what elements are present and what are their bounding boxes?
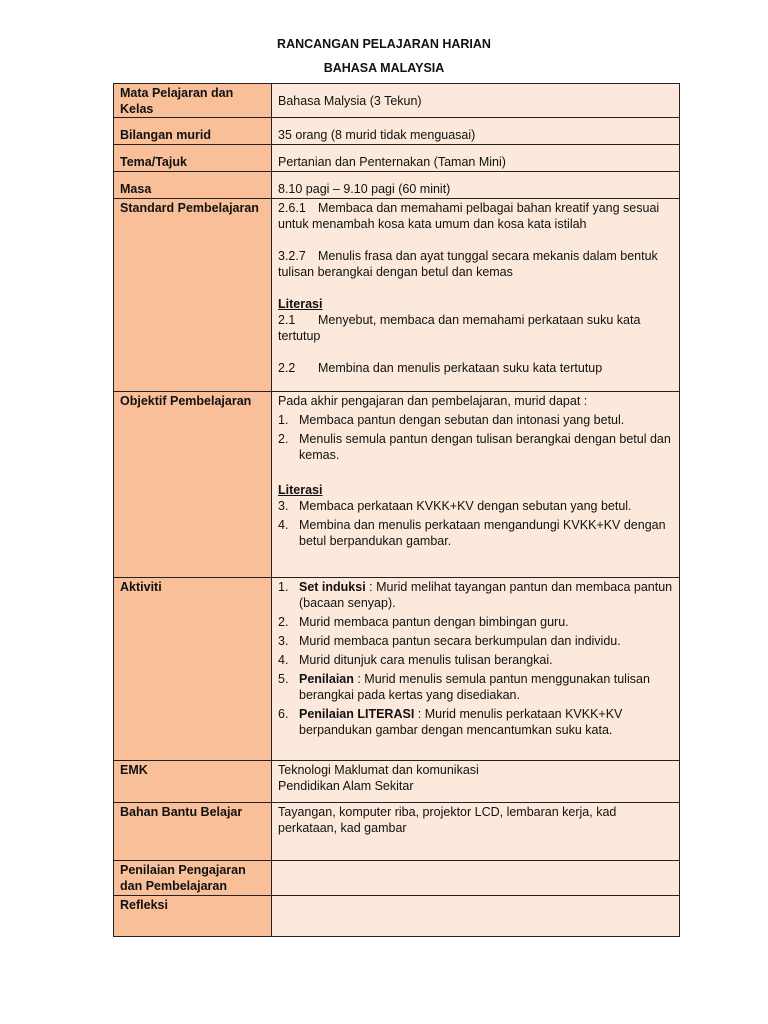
standard-item: 3.2.7 Menulis frasa dan ayat tunggal secara mekanis dalam bentuk tulisan berangkai dengan betul dan kemas [278, 249, 658, 279]
emk-line: Pendidikan Alam Sekitar [278, 779, 414, 793]
label-tema: Tema/Tajuk [114, 145, 272, 172]
value-emk [272, 761, 680, 803]
objektif-intro: Pada akhir pengajaran dan pembelajaran, murid dapat : [278, 394, 588, 408]
value-tema: Pertanian dan Penternakan (Taman Mini) [272, 145, 680, 172]
label-standard-pembelajaran: Standard Pembelajaran [114, 199, 272, 392]
label-penilaian: Penilaian Pengajaran dan Pembelajaran [114, 861, 272, 896]
value-refleksi [272, 896, 680, 937]
row-bilangan-murid [114, 118, 680, 145]
aktiviti-item: 5. Penilaian : Murid menulis semula pantun menggunakan tulisan berangkai pada kertas yang disediakan. [278, 672, 650, 702]
row-standard-pembelajaran [114, 199, 680, 392]
aktiviti-item: 1. Set induksi : Murid melihat tayangan pantun dan membaca pantun (bacaan senyap). [278, 580, 673, 610]
value-masa: 8.10 pagi – 9.10 pagi (60 minit) [272, 172, 680, 199]
row-masa [114, 172, 680, 199]
emk-line: Teknologi Maklumat dan komunikasi [278, 763, 479, 777]
objektif-literasi-item: 4. Membina dan menulis perkataan mengandungi KVKK+KV dengan betul berpandukan gambar. [278, 518, 666, 548]
value-aktiviti [272, 578, 680, 761]
row-aktiviti [114, 578, 680, 761]
standard-literasi-heading: Literasi [278, 297, 323, 311]
label-bilangan-murid: Bilangan murid [114, 118, 272, 145]
aktiviti-item: 2. Murid membaca pantun dengan bimbingan guru. [278, 615, 569, 629]
objektif-literasi-item: 3. Membaca perkataan KVKK+KV dengan sebutan yang betul. [278, 499, 632, 513]
label-emk: EMK [114, 761, 272, 803]
lesson-plan-table [113, 83, 680, 937]
label-objektif-pembelajaran: Objektif Pembelajaran [114, 392, 272, 578]
standard-item: 2.6.1 Membaca dan memahami pelbagai bahan kreatif yang sesuai untuk menambah kosa kata umum dan kosa kata istilah [278, 201, 660, 231]
value-bilangan-murid: 35 orang (8 murid tidak menguasai) [272, 118, 680, 145]
aktiviti-item: 6. Penilaian LITERASI : Murid menulis perkataan KVKK+KV berpandukan gambar dengan mencantumkan suku kata. [278, 707, 623, 737]
row-penilaian [114, 861, 680, 896]
label-mata-pelajaran: Mata Pelajaran dan Kelas [114, 84, 272, 118]
aktiviti-item: 4. Murid ditunjuk cara menulis tulisan berangkai. [278, 653, 553, 667]
objektif-item: 1. Membaca pantun dengan sebutan dan intonasi yang betul. [278, 413, 625, 427]
standard-literasi-item: 2.1 Menyebut, membaca dan memahami perkataan suku kata tertutup [278, 313, 641, 343]
label-refleksi: Refleksi [114, 896, 272, 937]
value-objektif-pembelajaran [272, 392, 680, 578]
label-aktiviti: Aktiviti [114, 578, 272, 761]
standard-literasi-item: 2.2 Membina dan menulis perkataan suku kata tertutup [278, 361, 603, 375]
value-mata-pelajaran: Bahasa Malysia (3 Tekun) [272, 84, 680, 118]
value-standard-pembelajaran [272, 199, 680, 392]
row-refleksi [114, 896, 680, 937]
row-emk [114, 761, 680, 803]
row-bahan-bantu-belajar [114, 803, 680, 861]
objektif-item: 2. Menulis semula pantun dengan tulisan berangkai dengan betul dan kemas. [278, 432, 671, 462]
document-subtitle: BAHASA MALAYSIA [323, 61, 445, 75]
label-masa: Masa [114, 172, 272, 199]
row-tema [114, 145, 680, 172]
document-title: RANCANGAN PELAJARAN HARIAN [277, 37, 491, 51]
aktiviti-item: 3. Murid membaca pantun secara berkumpulan dan individu. [278, 634, 621, 648]
row-mata-pelajaran [114, 84, 680, 118]
value-penilaian [272, 861, 680, 896]
label-bahan-bantu-belajar: Bahan Bantu Belajar [114, 803, 272, 861]
value-bahan-bantu-belajar: Tayangan, komputer riba, projektor LCD, lembaran kerja, kad perkataan, kad gambar [272, 803, 680, 861]
row-objektif-pembelajaran [114, 392, 680, 578]
objektif-literasi-heading: Literasi [278, 483, 323, 497]
